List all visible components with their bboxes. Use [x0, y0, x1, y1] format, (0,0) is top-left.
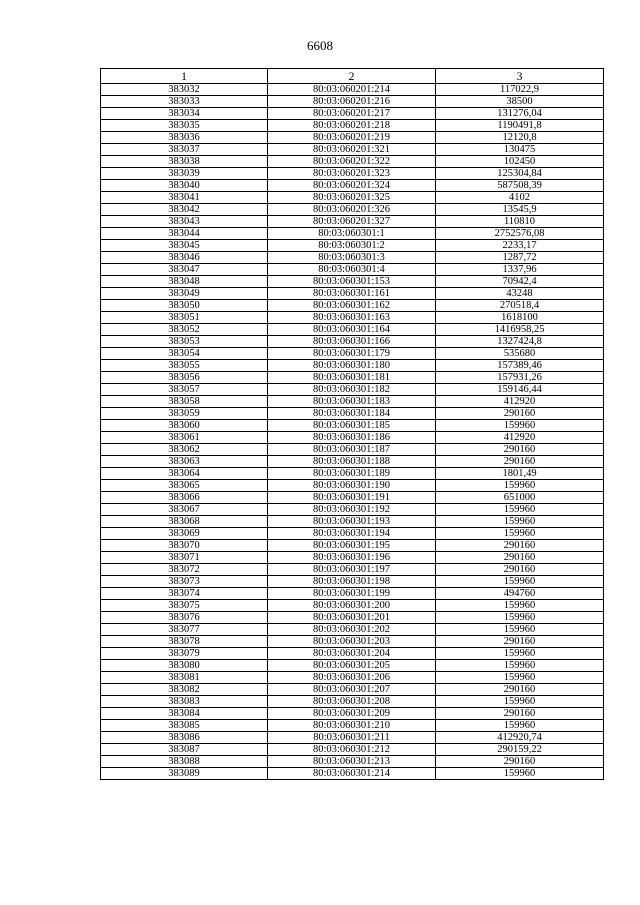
row-number-cell: 383048 — [101, 276, 268, 288]
value-cell: 159960 — [436, 504, 604, 516]
row-number-cell: 383036 — [101, 132, 268, 144]
column-header-1: 1 — [101, 69, 268, 84]
table-row — [101, 396, 604, 408]
row-number-cell: 383032 — [101, 84, 268, 96]
cadastral-number-cell: 80:03:060301:180 — [268, 360, 436, 372]
value-cell: 159960 — [436, 528, 604, 540]
value-cell: 1416958,25 — [436, 324, 604, 336]
cadastral-number-cell: 80:03:060301:207 — [268, 684, 436, 696]
value-cell: 1337,96 — [436, 264, 604, 276]
row-number-cell: 383066 — [101, 492, 268, 504]
value-cell: 157931,26 — [436, 372, 604, 384]
value-cell: 159960 — [436, 600, 604, 612]
table-row — [101, 408, 604, 420]
table-row — [101, 768, 604, 780]
cadastral-number-cell: 80:03:060301:194 — [268, 528, 436, 540]
table-row — [101, 336, 604, 348]
cadastral-number-cell: 80:03:060301:191 — [268, 492, 436, 504]
row-number-cell: 383049 — [101, 288, 268, 300]
table-row — [101, 264, 604, 276]
value-cell: 159960 — [436, 660, 604, 672]
table-row — [101, 600, 604, 612]
row-number-cell: 383079 — [101, 648, 268, 660]
table-row — [101, 588, 604, 600]
row-number-cell: 383076 — [101, 612, 268, 624]
table-row — [101, 420, 604, 432]
table-row — [101, 276, 604, 288]
row-number-cell: 383078 — [101, 636, 268, 648]
cadastral-number-cell: 80:03:060301:211 — [268, 732, 436, 744]
cadastral-number-cell: 80:03:060301:4 — [268, 264, 436, 276]
value-cell: 159960 — [436, 768, 604, 780]
cadastral-number-cell: 80:03:060201:325 — [268, 192, 436, 204]
row-number-cell: 383038 — [101, 156, 268, 168]
value-cell: 1801,49 — [436, 468, 604, 480]
row-number-cell: 383050 — [101, 300, 268, 312]
row-number-cell: 383037 — [101, 144, 268, 156]
table-row — [101, 744, 604, 756]
value-cell: 412920 — [436, 432, 604, 444]
row-number-cell: 383040 — [101, 180, 268, 192]
table-row — [101, 456, 604, 468]
table-row — [101, 720, 604, 732]
row-number-cell: 383082 — [101, 684, 268, 696]
value-cell: 494760 — [436, 588, 604, 600]
cadastral-number-cell: 80:03:060301:197 — [268, 564, 436, 576]
cadastral-number-cell: 80:03:060301:196 — [268, 552, 436, 564]
value-cell: 290160 — [436, 708, 604, 720]
cadastral-number-cell: 80:03:060301:195 — [268, 540, 436, 552]
row-number-cell: 383059 — [101, 408, 268, 420]
table-row — [101, 432, 604, 444]
value-cell: 159960 — [436, 624, 604, 636]
row-number-cell: 383085 — [101, 720, 268, 732]
value-cell: 159960 — [436, 612, 604, 624]
row-number-cell: 383065 — [101, 480, 268, 492]
row-number-cell: 383063 — [101, 456, 268, 468]
table-row — [101, 324, 604, 336]
table-row — [101, 732, 604, 744]
row-number-cell: 383056 — [101, 372, 268, 384]
value-cell: 587508,39 — [436, 180, 604, 192]
table-row — [101, 648, 604, 660]
row-number-cell: 383053 — [101, 336, 268, 348]
value-cell: 70942,4 — [436, 276, 604, 288]
row-number-cell: 383067 — [101, 504, 268, 516]
cadastral-number-cell: 80:03:060301:209 — [268, 708, 436, 720]
table-row — [101, 312, 604, 324]
table-row — [101, 660, 604, 672]
value-cell: 4102 — [436, 192, 604, 204]
table-row — [101, 228, 604, 240]
table-row — [101, 540, 604, 552]
cadastral-number-cell: 80:03:060201:214 — [268, 84, 436, 96]
value-cell: 13545,9 — [436, 204, 604, 216]
row-number-cell: 383044 — [101, 228, 268, 240]
table-row — [101, 444, 604, 456]
row-number-cell: 383035 — [101, 120, 268, 132]
cadastral-number-cell: 80:03:060301:161 — [268, 288, 436, 300]
cadastral-number-cell: 80:03:060301:202 — [268, 624, 436, 636]
cadastral-number-cell: 80:03:060301:201 — [268, 612, 436, 624]
value-cell: 290160 — [436, 636, 604, 648]
row-number-cell: 383072 — [101, 564, 268, 576]
cadastral-number-cell: 80:03:060301:189 — [268, 468, 436, 480]
value-cell: 290160 — [436, 540, 604, 552]
row-number-cell: 383069 — [101, 528, 268, 540]
value-cell: 1190491,8 — [436, 120, 604, 132]
row-number-cell: 383075 — [101, 600, 268, 612]
cadastral-number-cell: 80:03:060301:212 — [268, 744, 436, 756]
registry-table — [100, 68, 604, 780]
value-cell: 125304,84 — [436, 168, 604, 180]
value-cell: 159146,44 — [436, 384, 604, 396]
row-number-cell: 383080 — [101, 660, 268, 672]
value-cell: 290160 — [436, 456, 604, 468]
value-cell: 159960 — [436, 720, 604, 732]
value-cell: 159960 — [436, 648, 604, 660]
cadastral-number-cell: 80:03:060301:153 — [268, 276, 436, 288]
table-row — [101, 468, 604, 480]
value-cell: 159960 — [436, 480, 604, 492]
row-number-cell: 383046 — [101, 252, 268, 264]
cadastral-number-cell: 80:03:060201:218 — [268, 120, 436, 132]
table-row — [101, 528, 604, 540]
cadastral-number-cell: 80:03:060301:164 — [268, 324, 436, 336]
cadastral-number-cell: 80:03:060201:321 — [268, 144, 436, 156]
table-row — [101, 120, 604, 132]
cadastral-number-cell: 80:03:060301:185 — [268, 420, 436, 432]
table-row — [101, 180, 604, 192]
row-number-cell: 383061 — [101, 432, 268, 444]
table-row — [101, 576, 604, 588]
cadastral-number-cell: 80:03:060301:181 — [268, 372, 436, 384]
column-header-2: 2 — [268, 69, 436, 84]
cadastral-number-cell: 80:03:060201:216 — [268, 96, 436, 108]
table-row — [101, 504, 604, 516]
row-number-cell: 383034 — [101, 108, 268, 120]
table-row — [101, 348, 604, 360]
cadastral-number-cell: 80:03:060301:198 — [268, 576, 436, 588]
table-row — [101, 612, 604, 624]
cadastral-number-cell: 80:03:060201:217 — [268, 108, 436, 120]
table-row — [101, 636, 604, 648]
table-row — [101, 192, 604, 204]
table-row — [101, 216, 604, 228]
cadastral-number-cell: 80:03:060301:162 — [268, 300, 436, 312]
value-cell: 290160 — [436, 564, 604, 576]
table-row — [101, 156, 604, 168]
row-number-cell: 383058 — [101, 396, 268, 408]
row-number-cell: 383060 — [101, 420, 268, 432]
cadastral-number-cell: 80:03:060301:163 — [268, 312, 436, 324]
value-cell: 12120,8 — [436, 132, 604, 144]
header-row — [101, 69, 604, 84]
value-cell: 159960 — [436, 672, 604, 684]
row-number-cell: 383062 — [101, 444, 268, 456]
row-number-cell: 383071 — [101, 552, 268, 564]
value-cell: 131276,04 — [436, 108, 604, 120]
cadastral-number-cell: 80:03:060301:182 — [268, 384, 436, 396]
table-row — [101, 672, 604, 684]
row-number-cell: 383033 — [101, 96, 268, 108]
value-cell: 1327424,8 — [436, 336, 604, 348]
table-row — [101, 84, 604, 96]
table-row — [101, 144, 604, 156]
value-cell: 290160 — [436, 684, 604, 696]
table-header — [101, 69, 604, 84]
cadastral-number-cell: 80:03:060301:204 — [268, 648, 436, 660]
table-row — [101, 684, 604, 696]
cadastral-number-cell: 80:03:060301:192 — [268, 504, 436, 516]
row-number-cell: 383073 — [101, 576, 268, 588]
table-row — [101, 480, 604, 492]
table-row — [101, 624, 604, 636]
row-number-cell: 383070 — [101, 540, 268, 552]
row-number-cell: 383083 — [101, 696, 268, 708]
value-cell: 2233,17 — [436, 240, 604, 252]
row-number-cell: 383077 — [101, 624, 268, 636]
cadastral-number-cell: 80:03:060201:324 — [268, 180, 436, 192]
value-cell: 412920 — [436, 396, 604, 408]
table-row — [101, 288, 604, 300]
cadastral-number-cell: 80:03:060301:1 — [268, 228, 436, 240]
page-number: 6608 — [307, 38, 333, 53]
row-number-cell: 383088 — [101, 756, 268, 768]
table-body — [101, 84, 604, 780]
cadastral-number-cell: 80:03:060201:219 — [268, 132, 436, 144]
row-number-cell: 383086 — [101, 732, 268, 744]
cadastral-number-cell: 80:03:060301:206 — [268, 672, 436, 684]
row-number-cell: 383041 — [101, 192, 268, 204]
cadastral-number-cell: 80:03:060301:190 — [268, 480, 436, 492]
value-cell: 159960 — [436, 576, 604, 588]
row-number-cell: 383039 — [101, 168, 268, 180]
value-cell: 43248 — [436, 288, 604, 300]
value-cell: 535680 — [436, 348, 604, 360]
cadastral-number-cell: 80:03:060201:327 — [268, 216, 436, 228]
cadastral-number-cell: 80:03:060301:200 — [268, 600, 436, 612]
value-cell: 270518,4 — [436, 300, 604, 312]
value-cell: 290160 — [436, 756, 604, 768]
cadastral-number-cell: 80:03:060301:208 — [268, 696, 436, 708]
value-cell: 159960 — [436, 420, 604, 432]
table-row — [101, 252, 604, 264]
table-row — [101, 300, 604, 312]
table-row — [101, 696, 604, 708]
value-cell: 290159,22 — [436, 744, 604, 756]
cadastral-number-cell: 80:03:060301:188 — [268, 456, 436, 468]
value-cell: 102450 — [436, 156, 604, 168]
table-row — [101, 108, 604, 120]
row-number-cell: 383068 — [101, 516, 268, 528]
table-row — [101, 492, 604, 504]
cadastral-number-cell: 80:03:060301:183 — [268, 396, 436, 408]
cadastral-number-cell: 80:03:060201:322 — [268, 156, 436, 168]
table-row — [101, 384, 604, 396]
value-cell: 2752576,08 — [436, 228, 604, 240]
table-row — [101, 756, 604, 768]
table-row — [101, 168, 604, 180]
table-row — [101, 240, 604, 252]
row-number-cell: 383042 — [101, 204, 268, 216]
row-number-cell: 383045 — [101, 240, 268, 252]
cadastral-number-cell: 80:03:060301:184 — [268, 408, 436, 420]
value-cell: 130475 — [436, 144, 604, 156]
table-row — [101, 360, 604, 372]
row-number-cell: 383089 — [101, 768, 268, 780]
row-number-cell: 383081 — [101, 672, 268, 684]
table-row — [101, 516, 604, 528]
cadastral-number-cell: 80:03:060301:166 — [268, 336, 436, 348]
row-number-cell: 383051 — [101, 312, 268, 324]
row-number-cell: 383074 — [101, 588, 268, 600]
column-header-3: 3 — [436, 69, 604, 84]
value-cell: 290160 — [436, 444, 604, 456]
value-cell: 117022,9 — [436, 84, 604, 96]
value-cell: 651000 — [436, 492, 604, 504]
value-cell: 38500 — [436, 96, 604, 108]
cadastral-number-cell: 80:03:060301:214 — [268, 768, 436, 780]
row-number-cell: 383057 — [101, 384, 268, 396]
cadastral-number-cell: 80:03:060301:203 — [268, 636, 436, 648]
cadastral-number-cell: 80:03:060201:326 — [268, 204, 436, 216]
table-row — [101, 552, 604, 564]
cadastral-number-cell: 80:03:060301:186 — [268, 432, 436, 444]
row-number-cell: 383084 — [101, 708, 268, 720]
value-cell: 1618100 — [436, 312, 604, 324]
row-number-cell: 383064 — [101, 468, 268, 480]
cadastral-number-cell: 80:03:060301:205 — [268, 660, 436, 672]
cadastral-number-cell: 80:03:060301:210 — [268, 720, 436, 732]
table-row — [101, 204, 604, 216]
row-number-cell: 383087 — [101, 744, 268, 756]
value-cell: 157389,46 — [436, 360, 604, 372]
table-row — [101, 372, 604, 384]
value-cell: 159960 — [436, 696, 604, 708]
table-row — [101, 564, 604, 576]
value-cell: 110810 — [436, 216, 604, 228]
value-cell: 1287,72 — [436, 252, 604, 264]
cadastral-number-cell: 80:03:060301:187 — [268, 444, 436, 456]
row-number-cell: 383055 — [101, 360, 268, 372]
cadastral-number-cell: 80:03:060301:179 — [268, 348, 436, 360]
row-number-cell: 383043 — [101, 216, 268, 228]
value-cell: 159960 — [436, 516, 604, 528]
cadastral-number-cell: 80:03:060301:199 — [268, 588, 436, 600]
table-row — [101, 96, 604, 108]
cadastral-number-cell: 80:03:060201:323 — [268, 168, 436, 180]
row-number-cell: 383047 — [101, 264, 268, 276]
cadastral-number-cell: 80:03:060301:193 — [268, 516, 436, 528]
table-row — [101, 708, 604, 720]
cadastral-number-cell: 80:03:060301:213 — [268, 756, 436, 768]
value-cell: 290160 — [436, 408, 604, 420]
row-number-cell: 383052 — [101, 324, 268, 336]
table-row — [101, 132, 604, 144]
value-cell: 412920,74 — [436, 732, 604, 744]
cadastral-number-cell: 80:03:060301:2 — [268, 240, 436, 252]
value-cell: 290160 — [436, 552, 604, 564]
cadastral-number-cell: 80:03:060301:3 — [268, 252, 436, 264]
row-number-cell: 383054 — [101, 348, 268, 360]
